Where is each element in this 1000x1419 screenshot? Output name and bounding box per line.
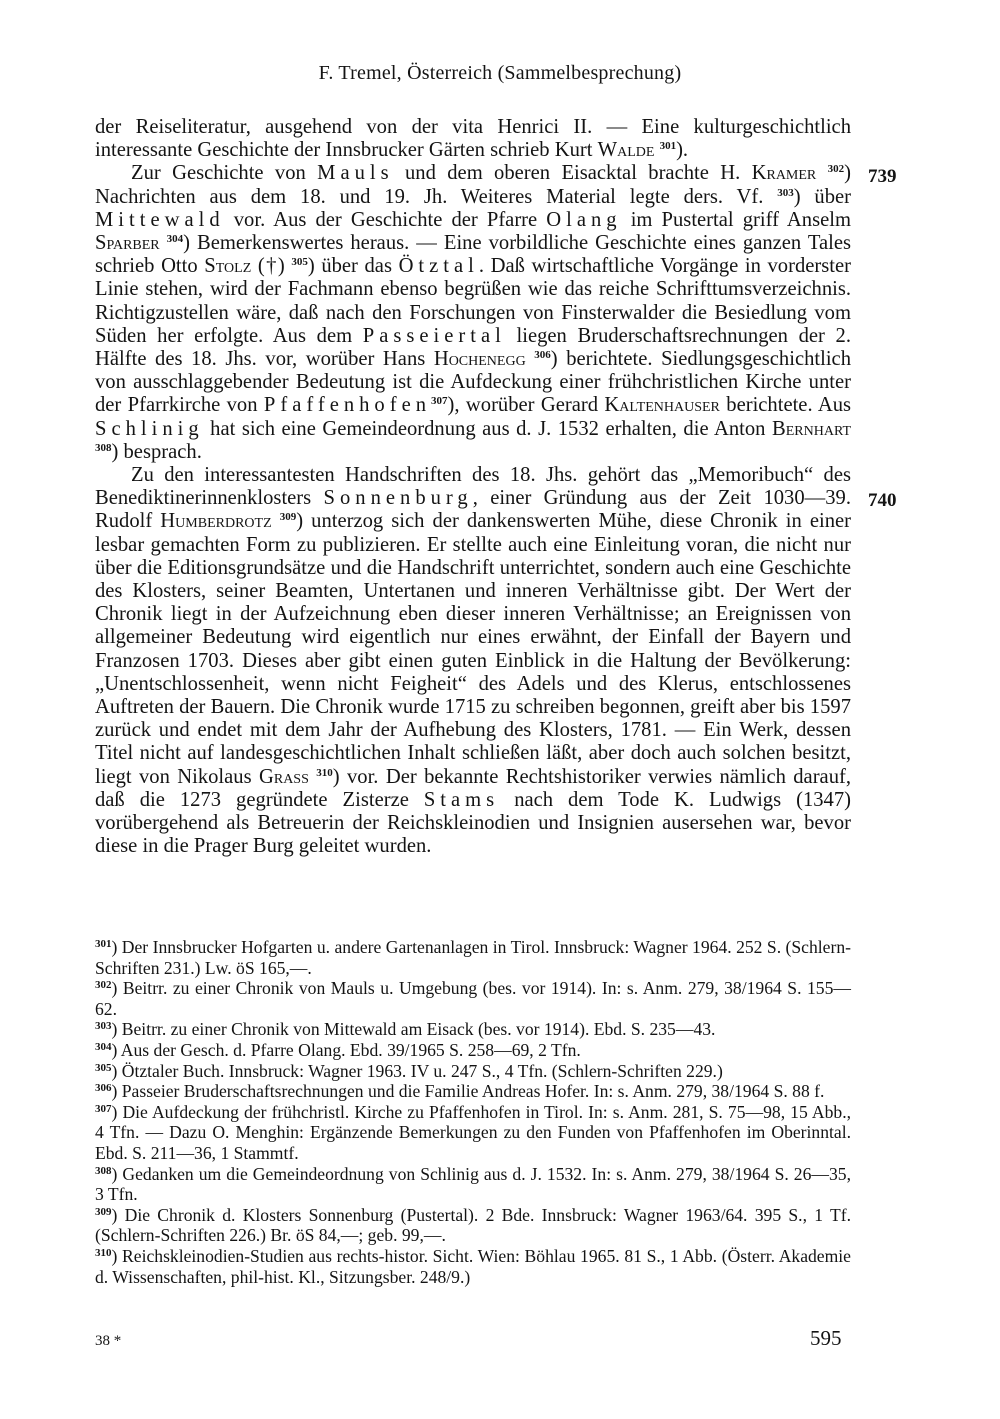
footnote-ref: 307	[431, 395, 448, 408]
place-name: Schlinig	[95, 417, 204, 440]
place-name: Pfaffenhofen	[263, 394, 432, 417]
signature-mark: 38 *	[95, 1333, 122, 1349]
margin-number: 740	[868, 490, 897, 511]
place-name: Olang	[546, 208, 622, 231]
footnote: $^{303}$) Beitrr. zu einer Chronik von Mittewald am Eisack (bes. vor 1914). Ebd. S. 235—43.	[95, 1019, 716, 1040]
author-name: Kaltenhauser	[604, 394, 720, 417]
footnote: $^{304}$) Aus der Gesch. d. Pfarre Olang. Ebd. 39/1965 S. 258—69, 2 Tfn.	[95, 1039, 581, 1060]
footnote: $^{309}$) Die Chronik d. Klosters Sonnenburg (Pustertal). 2 Bde. Innsbruck: Wagner 1963/64. 395 S., 1 Tf. (Schlern-Schriften 226.) Br. öS 84,—; geb. 99,—.	[95, 1204, 851, 1246]
paragraph: Zu den interessantesten Handschriften des 18. Jhs. gehört das „Memoribuch“ des Benediktinerinnenklosters Sonnenburg, einer Gründung aus der Zeit 1030—39. Rudolf Humberdrotz $^{309}$) unterzog sich der dankenswerten Mühe, diese Chronik in einer lesbar gemachten Form zu publizieren. Er stellte auch eine Einleitung voran, die nicht nur über die Editionsgrundsätze und die Handschrift unterrichtet, sondern auch eine Geschichte des Klosters, seiner Beamten, Untertanen und inneren Verhältnisse gibt. Der Wert der Chronik liegt in der Aufzeichnung eben dieser inneren Verhältnisse; an Ereignissen von allgemeiner Bedeutung wird eigentlich nur eines erwähnt, der Einfall der Bayern und Franzosen 1703. Dieses aber gibt einen guten Einblick in die Haltung der Bevölkerung: „Unentschlossenheit, wenn nicht Feigheit“ des Adels und des Klerus, entschlossenes Auftreten der Bauern. Die Chronik wurde 1715 zu schreiben begonnen, greift aber bis 1597 zurück und endet mit dem Jahr der Aufhebung des Klosters, 1781. — Ein Werk, dessen Titel nicht auf landesgeschichtlichen Inhalt schließen läßt, aber doch auch solchen besitzt, liegt von Nikolaus Grass $^{310}$) vor. Der bekannte Rechtshistoriker verwies nämlich darauf, daß die 1273 gegründete Zisterze Stams nach dem Tode K. Ludwigs (1347) vorübergehend als Betreuerin der Reichskleinodien und Insignien ausersehen war, bevor diese in die Prager Burg geleitet wurden.	[95, 464, 852, 858]
place-name: Mauls	[317, 162, 394, 185]
footnote: $^{301}$) Der Innsbrucker Hofgarten u. andere Gartenanlagen in Tirol. Innsbruck: Wagner 1964. 252 S. (Schlern-Schriften 231.) Lw. öS 165,—.	[95, 937, 851, 978]
author-name: Stolz	[204, 255, 252, 278]
author-name: Hochenegg	[433, 348, 526, 371]
author-name: Sparber	[95, 232, 160, 255]
author-name: Humberdrotz	[160, 510, 272, 533]
place-name: Ötztal	[398, 255, 479, 278]
paragraph: der Reiseliteratur, ausgehend von der vita Henrici II. — Eine kulturgeschichtlich interessante Geschichte der Innsbrucker Gärten schrieb Kurt Walde $^{301}$).	[95, 116, 851, 162]
place-name: Mittewald	[95, 208, 225, 231]
footnote: $^{306}$) Passeier Bruderschaftsrechnungen und die Familie Andreas Hofer. In: s. Anm. 279, 38/1964 S. 88 f.	[95, 1081, 825, 1102]
footnote-ref: 304	[166, 233, 184, 246]
place-name: Sonnenburg	[323, 487, 473, 510]
footnote: $^{310}$) Reichskleinodien-Studien aus rechts-histor. Sicht. Wien: Böhlau 1965. 81 S., 1 Abb. (Österr. Akademie d. Wissenschaften, phil-hist. Kl., Sitzungsber. 248/9.)	[95, 1245, 851, 1287]
author-name: Walde	[597, 139, 655, 162]
footnote-ref: 306	[534, 349, 551, 362]
footnote-ref: 303	[777, 186, 794, 199]
footnote-ref: 308	[95, 441, 112, 454]
main-text	[95, 116, 851, 859]
page-number: 595	[810, 1326, 842, 1350]
footnote-ref: 301	[659, 140, 677, 153]
footnote: $^{302}$) Beitrr. zu einer Chronik von Mauls u. Umgebung (bes. vor 1914). In: s. Anm. 279, 38/1964 S. 155—62.	[95, 978, 851, 1019]
footnote: $^{305}$) Ötztaler Buch. Innsbruck: Wagner 1963. IV u. 247 S., 4 Tfn. (Schlern-Schriften 229.)	[95, 1060, 723, 1081]
footnote-ref: 302	[827, 163, 845, 176]
paragraph: Zur Geschichte von Mauls und dem oberen Eisacktal brachte H. Kramer $^{302}$) Nachrichten aus dem 18. und 19. Jh. Weiteres Material legte ders. Vf. $^{303}$) über Mittewald vor. Aus der Geschichte der Pfarre Olang im Pustertal griff Anselm Sparber $^{304}$) Bemerkenswertes heraus. — Eine vorbildliche Geschichte eines ganzen Tales schrieb Otto Stolz (†) $^{305}$) über das Ötztal. Daß wirtschaftliche Vorgänge in vorderster Linie stehen, wird der Fachmann ebenso begrüßen wie das reiche Schrifttumsverzeichnis. Richtigzustellen wäre, daß nach den Forschungen von Finsterwalder die Besiedlung vom Süden her erfolgte. Aus dem Passeiertal liegen Bruderschaftsrechnungen der 2. Hälfte des 18. Jhs. vor, worüber Hans Hochenegg $^{306}$) berichtete. Siedlungsgeschichtlich von ausschlaggebender Bedeutung ist die Aufdeckung einer frühchristlichen Kirche unter der Pfarrkirche von Pfaffenhofen$^{307}$), worüber Gerard Kaltenhauser berichtete. Aus Schlinig hat sich eine Gemeindeordnung aus d. J. 1532 erhalten, die Anton Bernhart $^{308}$) besprach.	[95, 162, 852, 463]
running-header: F. Tremel, Österreich (Sammelbesprechung)	[318, 62, 682, 84]
footnote-ref: 309	[279, 511, 297, 524]
author-name: Bernhart	[771, 417, 851, 440]
footnotes	[95, 937, 851, 1287]
author-name: Kramer	[751, 162, 817, 185]
place-name: Passeiertal	[362, 324, 506, 347]
footnote: $^{308}$) Gedanken um die Gemeindeordnung von Schlinig aus d. J. 1532. In: s. Anm. 279, 38/1964 S. 26—35, 3 Tfn.	[95, 1163, 851, 1205]
place-name: Stams	[423, 788, 500, 811]
footnote-ref: 305	[291, 256, 308, 269]
footnote-ref: 310	[316, 766, 333, 779]
margin-number: 739	[868, 166, 897, 187]
footnote: $^{307}$) Die Aufdeckung der frühchristl. Kirche zu Pfaffenhofen in Tirol. In: s. Anm. 281, S. 75—98, 15 Abb., 4 Tfn. — Dazu O. Menghin: Ergänzende Bemerkungen zu den Funden von Pfaffenhofen im Oberinntal. Ebd. S. 211—36, 1 Stammtf.	[95, 1101, 851, 1163]
author-name: Grass	[258, 765, 309, 788]
